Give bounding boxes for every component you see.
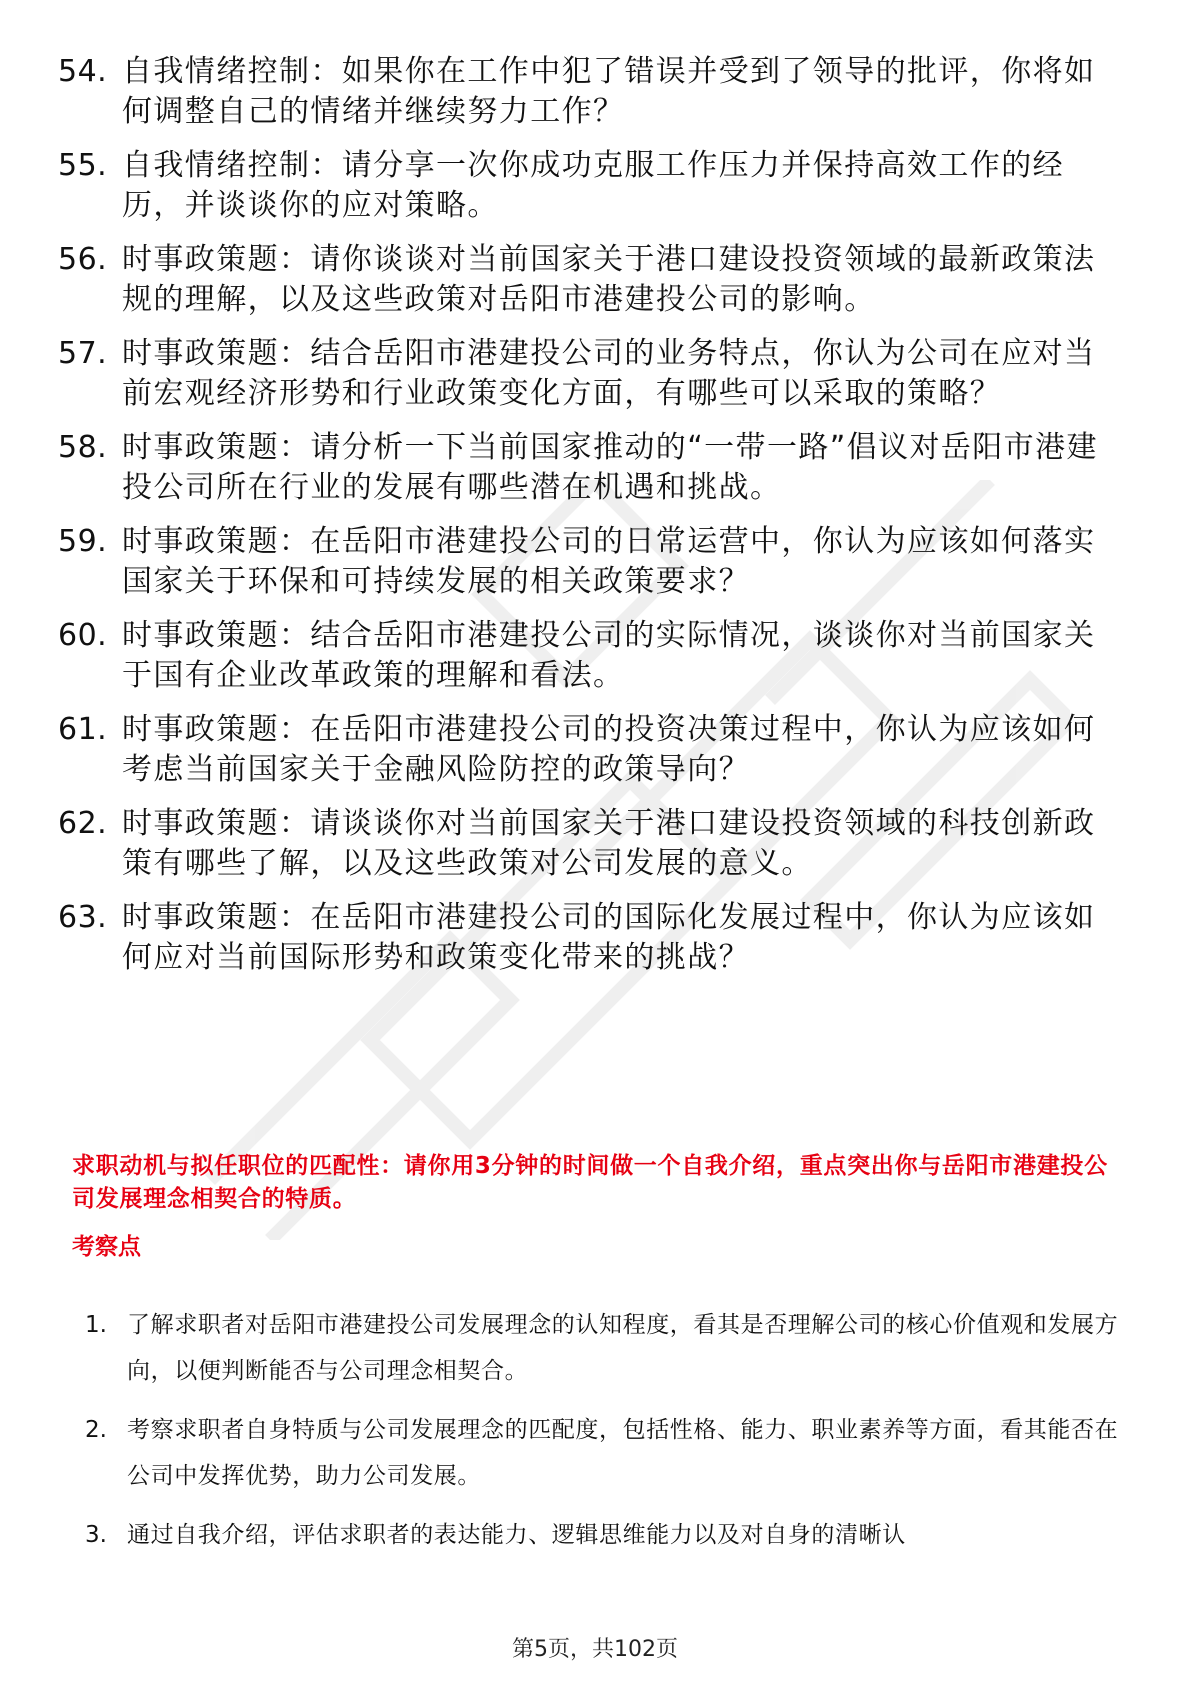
question-text: 时事政策题：结合岳阳市港建投公司的业务特点，你认为公司在应对当前宏观经济形势和行业政策变化方面，有哪些可以采取的策略？ [122,336,1096,411]
question-item [58,240,1118,320]
question-number: 56. [58,242,108,277]
focus-points-list [85,1302,1125,1571]
question-item [58,146,1118,226]
question-item [58,522,1118,602]
focus-heading: 考察点 [72,1234,141,1260]
question-number: 58. [58,430,108,465]
question-number: 55. [58,148,108,183]
focus-point [85,1302,1125,1394]
question-item [58,710,1118,790]
point-number: 3. [85,1522,107,1548]
question-list [58,52,1118,992]
question-item [58,428,1118,508]
question-text: 时事政策题：请你谈谈对当前国家关于港口建设投资领域的最新政策法规的理解，以及这些政策对岳阳市港建投公司的影响。 [122,242,1096,317]
question-item [58,616,1118,696]
question-item [58,804,1118,884]
focus-point [85,1512,1125,1558]
question-number: 57. [58,336,108,371]
question-item [58,52,1118,132]
question-number: 59. [58,524,108,559]
section-title: 求职动机与拟任职位的匹配性：请你用3分钟的时间做一个自我介绍，重点突出你与岳阳市港建投公司发展理念相契合的特质。 [72,1153,1108,1212]
page-footer: 第5页，共102页 [512,1637,678,1662]
question-text: 时事政策题：在岳阳市港建投公司的日常运营中，你认为应该如何落实国家关于环保和可持续发展的相关政策要求？ [122,524,1096,599]
question-text: 自我情绪控制：如果你在工作中犯了错误并受到了领导的批评，你将如何调整自己的情绪并继续努力工作？ [122,54,1096,129]
question-number: 61. [58,712,108,747]
question-text: 时事政策题：请谈谈你对当前国家关于港口建设投资领域的科技创新政策有哪些了解，以及这些政策对公司发展的意义。 [122,806,1096,881]
question-text: 时事政策题：在岳阳市港建投公司的投资决策过程中，你认为应该如何考虑当前国家关于金融风险防控的政策导向？ [122,712,1096,787]
question-text: 时事政策题：请分析一下当前国家推动的“一带一路”倡议对岳阳市港建投公司所在行业的发展有哪些潜在机遇和挑战。 [122,430,1098,505]
point-text: 考察求职者自身特质与公司发展理念的匹配度，包括性格、能力、职业素养等方面，看其能否在公司中发挥优势，助力公司发展。 [127,1417,1119,1489]
point-text: 通过自我介绍，评估求职者的表达能力、逻辑思维能力以及对自身的清晰认 [127,1522,906,1548]
question-text: 自我情绪控制：请分享一次你成功克服工作压力并保持高效工作的经历，并谈谈你的应对策略。 [122,148,1064,223]
point-number: 2. [85,1417,107,1443]
question-text: 时事政策题：在岳阳市港建投公司的国际化发展过程中，你认为应该如何应对当前国际形势和政策变化带来的挑战？ [122,900,1096,975]
question-number: 63. [58,900,108,935]
point-number: 1. [85,1312,107,1338]
question-number: 60. [58,618,108,653]
question-number: 54. [58,54,108,89]
point-text: 了解求职者对岳阳市港建投公司发展理念的认知程度，看其是否理解公司的核心价值观和发展方向，以便判断能否与公司理念相契合。 [127,1312,1119,1384]
question-number: 62. [58,806,108,841]
focus-point [85,1407,1125,1499]
question-item [58,898,1118,978]
question-text: 时事政策题：结合岳阳市港建投公司的实际情况，谈谈你对当前国家关于国有企业改革政策的理解和看法。 [122,618,1096,693]
question-item [58,334,1118,414]
